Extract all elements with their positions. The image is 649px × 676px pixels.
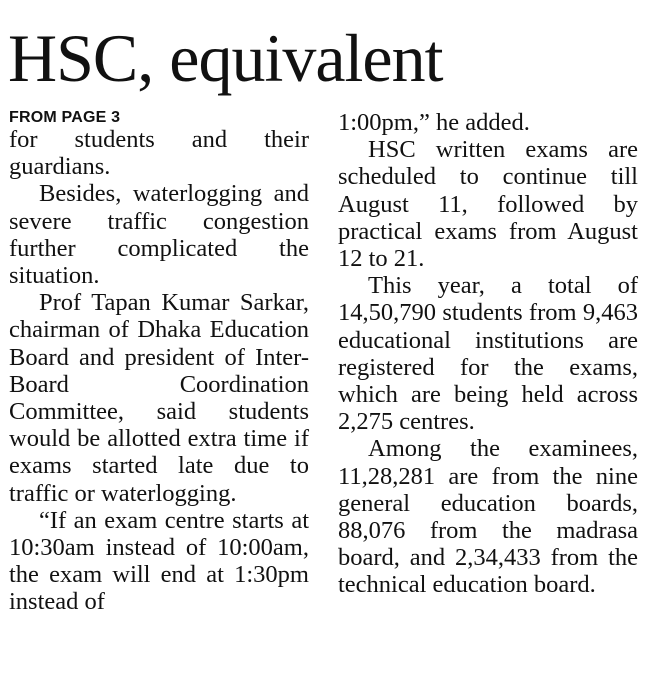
kicker-from-page: FROM PAGE 3	[9, 109, 121, 126]
paragraph: Prof Tapan Kumar Sarkar, chairman of Dhaka Education Board and president of Inter-Board Coordination Committee, said students would be allotted extra time if exams started late due to traffic or waterlogging.	[9, 289, 309, 507]
paragraph: HSC written exams are scheduled to continue till August 11, followed by practical exams from August 12 to 21.	[338, 136, 638, 273]
paragraph: Among the examinees, 11,28,281 are from the nine general education boards, 88,076 from the madrasa board, and 2,34,433 from the technical education board.	[338, 435, 638, 599]
paragraph: Besides, waterlogging and severe traffic congestion further complicated the situation.	[9, 180, 309, 290]
paragraph: for students and their guardians.	[9, 126, 309, 181]
paragraph: This year, a total of 14,50,790 students from 9,463 educational institutions are registered for the exams, which are being held across 2,275 centres.	[338, 272, 638, 436]
paragraph: “If an exam centre starts at 10:30am instead of 10:00am, the exam will end at 1:30pm instead of	[9, 506, 309, 616]
article-column-right	[338, 109, 638, 599]
article-column-left	[9, 108, 309, 616]
headline: HSC, equivalent	[8, 20, 443, 96]
paragraph: 1:00pm,” he added.	[338, 109, 530, 136]
